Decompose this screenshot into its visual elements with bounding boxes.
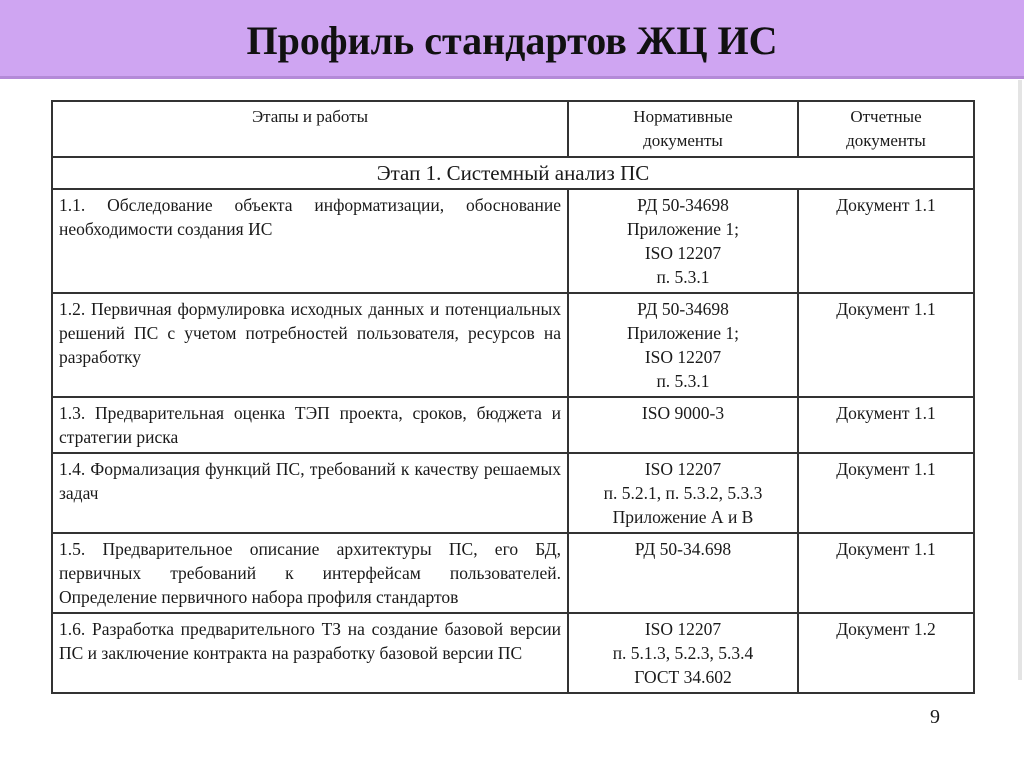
normative-cell — [568, 397, 798, 453]
normative-cell — [568, 533, 798, 613]
normative-line: ГОСТ 34.602 — [634, 667, 732, 687]
right-edge-line — [1018, 80, 1022, 680]
normative-line: Приложение 1; — [627, 219, 739, 239]
table-row — [52, 397, 974, 453]
work-cell: 1.5. Предварительное описание архитектуры ПС, его БД, первичных требований к интерфейсам пользователей. Определение первичного набора профиля стандартов — [52, 533, 568, 613]
table-row — [52, 533, 974, 613]
table-header-row — [52, 101, 974, 157]
normative-line: РД 50-34.698 — [634, 539, 732, 559]
header-normative-line: Нормативные — [633, 107, 733, 126]
report-cell: Документ 1.1 — [798, 397, 974, 453]
report-cell: Документ 1.1 — [798, 293, 974, 397]
header-normative-line: документы — [643, 131, 723, 150]
normative-line: п. 5.2.1, п. 5.3.2, 5.3.3 — [603, 483, 763, 503]
work-cell: 1.6. Разработка предварительного ТЗ на создание базовой версии ПС и заключение контракта на разработку базовой версии ПС — [52, 613, 568, 693]
normative-cell — [568, 189, 798, 293]
normative-line: РД 50-34698 — [637, 195, 729, 215]
header-reports-line: Отчетные — [850, 107, 922, 126]
standards-profile-table — [51, 100, 975, 694]
table-row — [52, 613, 974, 693]
stage-title: Этап 1. Системный анализ ПС — [52, 157, 974, 189]
work-cell: 1.1. Обследование объекта информатизации, обоснование необходимости создания ИС — [52, 189, 568, 293]
normative-line: Приложение 1; — [627, 323, 739, 343]
normative-line: п. 5.3.1 — [656, 371, 710, 391]
header-normative — [568, 101, 798, 157]
normative-cell — [568, 453, 798, 533]
work-cell: 1.4. Формализация функций ПС, требований к качеству решаемых задач — [52, 453, 568, 533]
normative-cell — [568, 293, 798, 397]
table-row — [52, 189, 974, 293]
table-row — [52, 293, 974, 397]
page-number: 9 — [930, 706, 940, 728]
normative-line: п. 5.1.3, 5.2.3, 5.3.4 — [612, 643, 754, 663]
normative-line: п. 5.3.1 — [656, 267, 710, 287]
report-cell: Документ 1.2 — [798, 613, 974, 693]
stage-row — [52, 157, 974, 189]
report-cell: Документ 1.1 — [798, 453, 974, 533]
work-cell: 1.3. Предварительная оценка ТЭП проекта, сроков, бюджета и стратегии риска — [52, 397, 568, 453]
table-row — [52, 453, 974, 533]
report-cell: Документ 1.1 — [798, 189, 974, 293]
normative-line: Приложение А и В — [612, 507, 754, 527]
normative-line: ISO 12207 — [644, 243, 722, 263]
header-stages: Этапы и работы — [52, 101, 568, 157]
normative-line: ISO 12207 — [644, 347, 722, 367]
report-cell: Документ 1.1 — [798, 533, 974, 613]
work-cell: 1.2. Первичная формулировка исходных данных и потенциальных решений ПС с учетом потребностей пользователя, ресурсов на разработку — [52, 293, 568, 397]
normative-line: ISO 9000-3 — [641, 403, 725, 423]
normative-line: ISO 12207 — [644, 459, 722, 479]
normative-cell — [568, 613, 798, 693]
header-reports-line: документы — [846, 131, 926, 150]
normative-line: ISO 12207 — [644, 619, 722, 639]
slide-title: Профиль стандартов ЖЦ ИС — [246, 18, 778, 63]
normative-line: РД 50-34698 — [637, 299, 729, 319]
header-reports — [798, 101, 974, 157]
